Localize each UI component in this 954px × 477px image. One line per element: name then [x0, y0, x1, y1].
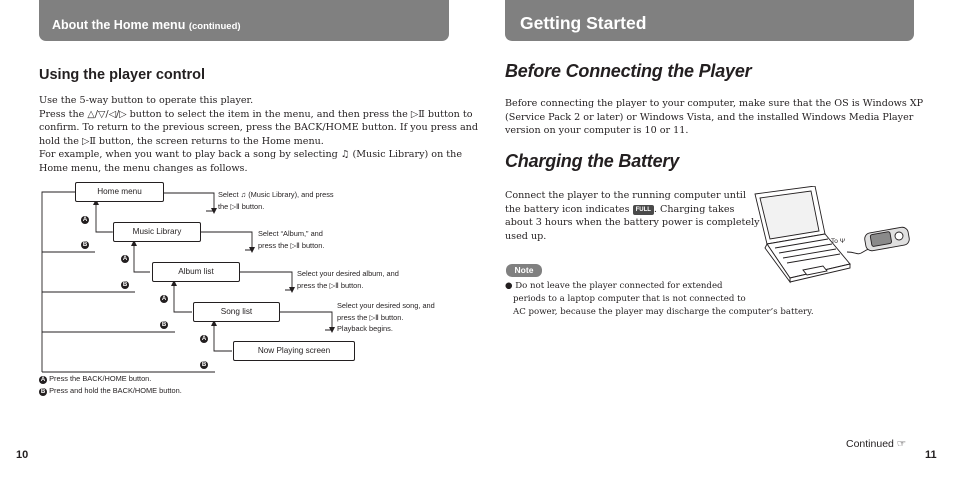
note-line: AC power, because the player may discharge the computer’s battery. [513, 307, 814, 317]
legend-mark-a: A [40, 377, 46, 383]
intro-line: Press the △/▽/◁/▷ button to select the item in the menu, and then press the ▷Ⅱ button to [39, 108, 473, 120]
flow-box-music-library: Music Library [113, 222, 201, 242]
heading-charging-battery: Charging the Battery [505, 151, 680, 171]
intro-paragraph [39, 94, 479, 175]
page-number-right: 11 [925, 449, 937, 461]
note-badge: Note [506, 264, 542, 277]
page-number-left: 10 [16, 449, 29, 461]
arrow-song-nowplaying [214, 322, 232, 351]
before-line: version on your computer is 10 or 11. [505, 125, 689, 136]
intro-line: Use the 5-way button to operate this player. [39, 95, 254, 106]
instruction-2 [258, 228, 324, 251]
mark-b: B [82, 242, 88, 248]
before-paragraph [505, 97, 924, 138]
instruction-line: Select your desired song, and [337, 301, 435, 310]
instruction-line: Select “Album,” and [258, 229, 323, 238]
before-line: Before connecting the player to your computer, make sure that the OS is Windows XP [505, 98, 924, 109]
instruction-line: the ▷Ⅱ button. [218, 201, 265, 211]
header-band-right [505, 0, 914, 41]
instruction-arrow-3 [240, 272, 292, 290]
continued-label: Continued ☞ [846, 438, 907, 450]
battery-full-icon: FULL [633, 205, 654, 215]
charge-paragraph [505, 189, 760, 243]
band-title-left: About the Home menu (continued) [52, 18, 241, 32]
legend-item-a [39, 374, 151, 384]
charge-line: about 3 hours when the battery power is completely [505, 217, 760, 228]
charge-line [505, 203, 745, 217]
charge-line-text: the battery icon indicates [505, 203, 630, 215]
mark-a: A [201, 336, 207, 342]
mark-b: B [122, 282, 128, 288]
instruction-line: press the ▷Ⅱ button. [337, 312, 404, 322]
instruction-line: Select ♫ (Music Library), and press [218, 190, 334, 199]
arrow-music-album [134, 242, 150, 272]
arrow-home-music [96, 201, 112, 232]
instruction-1 [218, 189, 334, 212]
intro-line: For example, when you want to play back a song by selecting ♫ (Music Library) on the [39, 149, 463, 160]
instruction-3 [297, 268, 399, 291]
note-paragraph [505, 280, 905, 319]
section-heading-player-control: Using the player control [39, 67, 205, 83]
instruction-4 [337, 300, 435, 335]
arrow-album-song [174, 282, 192, 312]
to-usb-label: To Ψ [831, 238, 846, 245]
flow-box-home-menu: Home menu [75, 182, 164, 202]
instruction-line: Select your desired album, and [297, 269, 399, 278]
legend-mark-b: B [40, 389, 46, 395]
flow-box-song-list: Song list [193, 302, 280, 322]
mark-b: B [201, 362, 207, 368]
mark-a: A [82, 217, 88, 223]
charge-line: Connect the player to the running computer until [505, 190, 746, 201]
heading-before-connecting: Before Connecting the Player [505, 61, 752, 81]
instruction-line: press the ▷Ⅱ button. [297, 280, 364, 290]
charge-line-text: . Charging takes [653, 203, 735, 215]
header-band-left [39, 0, 449, 41]
legend-item-b [39, 386, 182, 396]
intro-line: confirm. To return to the previous screen, press the BACK/HOME button. If you press and [39, 122, 479, 133]
band-subtitle: (continued) [188, 21, 241, 32]
instruction-arrow-2 [201, 232, 252, 250]
note-line: periods to a laptop computer that is not connected to [513, 294, 746, 304]
intro-line: Home menu, the menu changes as follows. [39, 162, 248, 174]
mark-a: A [161, 296, 167, 302]
legend-text: Press and hold the BACK/HOME button. [49, 386, 182, 395]
return-line-outer [42, 192, 75, 372]
legend-text: Press the BACK/HOME button. [49, 374, 152, 383]
instruction-arrow-4 [280, 312, 332, 330]
charge-line: used up. [505, 230, 547, 242]
instruction-arrow-1 [164, 193, 214, 211]
flow-box-album-list: Album list [152, 262, 240, 282]
mark-b: B [161, 322, 167, 328]
before-line: (Service Pack 2 or later) or Windows Vista, and the installed Windows Media Player [505, 111, 914, 123]
mark-a: A [122, 256, 128, 262]
instruction-line: Playback begins. [337, 324, 393, 333]
band-title-right: Getting Started [520, 13, 647, 33]
flow-box-now-playing: Now Playing screen [233, 341, 355, 361]
laptop-player-illustration [745, 186, 915, 286]
intro-line: hold the ▷Ⅱ button, the screen returns to the Home menu. [39, 135, 324, 147]
instruction-line: press the ▷Ⅱ button. [258, 240, 325, 250]
note-line: ● Do not leave the player connected for extended [505, 281, 723, 291]
